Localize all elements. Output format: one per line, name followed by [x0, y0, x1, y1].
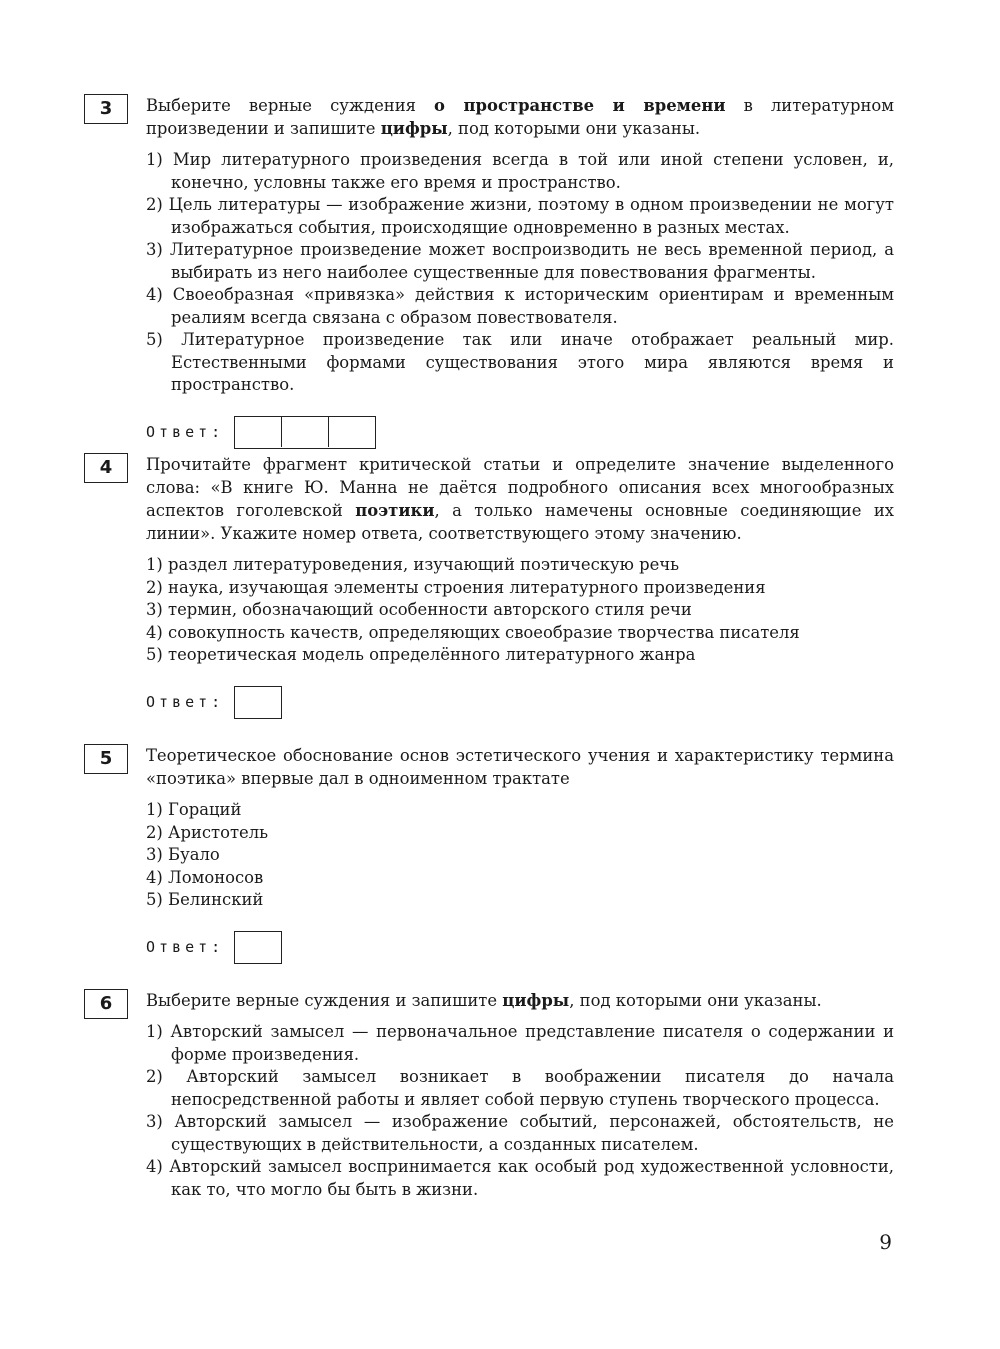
option-item: 4) совокупность качеств, определяющих своеобразие творчества писателя [146, 622, 800, 642]
task-question: Выберите верные суждения о пространстве и времени в литературном произведении и запишите цифры, под которыми они указаны. [146, 96, 894, 138]
task-question: Выберите верные суждения и запишите цифры, под которыми они указаны. [146, 991, 822, 1010]
options-list [146, 1021, 894, 1201]
answer-cell[interactable] [282, 417, 329, 447]
option-item: 2) Авторский замысел возникает в воображении писателя до начала непосредственной работы и являет собой первую ступень творческого процесса. [146, 1067, 894, 1109]
answer-label: Ответ: [146, 693, 225, 711]
option-item: 2) наука, изучающая элементы строения литературного произведения [146, 577, 766, 597]
task-number: 6 [84, 989, 128, 1019]
answer-cell[interactable] [235, 932, 281, 962]
answer-box [234, 686, 282, 719]
option-item: 2) Аристотель [146, 822, 269, 842]
options-list [146, 149, 894, 397]
task-number: 3 [84, 94, 128, 124]
option-item: 3) термин, обозначающий особенности авторского стиля речи [146, 600, 692, 619]
options-list [146, 799, 894, 912]
task-6 [84, 989, 894, 1201]
answer-box [234, 416, 376, 449]
option-item: 1) Авторский замысел — первоначальное представление писателя о содержании и форме произведения. [146, 1022, 894, 1064]
option-item: 5) Белинский [146, 890, 264, 909]
task-5 [84, 744, 894, 964]
option-item: 1) раздел литературоведения, изучающий поэтическую речь [146, 555, 680, 574]
option-item: 4) Ломоносов [146, 867, 264, 887]
option-item: 3) Буало [146, 845, 220, 864]
task-3 [84, 94, 894, 449]
option-item: 1) Гораций [146, 800, 242, 819]
option-item: 1) Мир литературного произведения всегда в той или иной степени условен, и, конечно, условны также его время и пространство. [146, 150, 894, 192]
answer-label: Ответ: [146, 423, 225, 441]
option-item: 2) Цель литературы — изображение жизни, поэтому в одном произведении не могут изображаться события, происходящие одновременно в разных местах. [146, 195, 894, 237]
option-item: 5) Литературное произведение так или иначе отображает реальный мир. Естественными формами существования этого мира являются время и пространство. [146, 330, 894, 394]
answer-cell[interactable] [329, 417, 375, 447]
answer-row [146, 416, 894, 449]
task-4 [84, 453, 894, 719]
answer-cell[interactable] [235, 687, 281, 717]
option-item: 4) Своеобразная «привязка» действия к историческим ориентирам и временным реалиям всегда связана с образом повествователя. [146, 285, 894, 327]
option-item: 3) Литературное произведение может воспроизводить не весь временной период, а выбирать из него наиболее существенные для повествования фрагменты. [146, 240, 894, 282]
option-item: 5) теоретическая модель определённого литературного жанра [146, 645, 696, 664]
options-list [146, 554, 894, 667]
answer-box [234, 931, 282, 964]
task-question: Теоретическое обоснование основ эстетического учения и характеристику термина «поэтика» впервые дал в одноименном трактате [146, 746, 894, 788]
task-number: 4 [84, 453, 128, 483]
answer-cell[interactable] [235, 417, 282, 447]
answer-row [146, 931, 894, 964]
page-number: 9 [879, 1230, 892, 1254]
answer-label: Ответ: [146, 938, 225, 956]
option-item: 3) Авторский замысел — изображение событий, персонажей, обстоятельств, не существующих в действительности, а созданных писателем. [146, 1112, 894, 1154]
task-question: Прочитайте фрагмент критической статьи и определите значение выделенного слова: «В книге Ю. Манна не даётся подробного описания всех многообразных аспектов гоголевской поэтики, а только намечены основные соединяющие их линии». Укажите номер ответа, соответствующего этому значению. [146, 455, 894, 543]
answer-row [146, 686, 894, 719]
option-item: 4) Авторский замысел воспринимается как особый род художественной условности, как то, что могло бы быть в жизни. [146, 1157, 894, 1199]
task-number: 5 [84, 744, 128, 774]
